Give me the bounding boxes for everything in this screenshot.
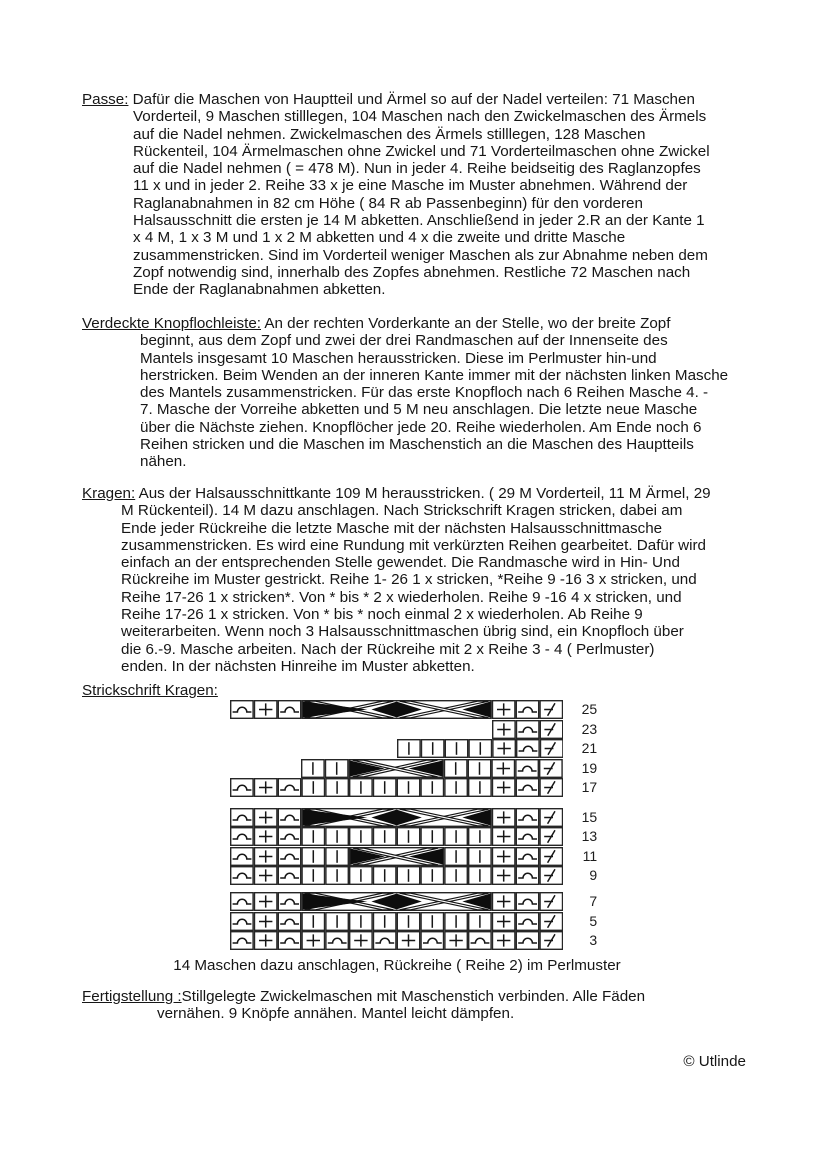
text-line: herstricken. Beim Wenden an der inneren Kante immer mit der nächsten linken Masche bbox=[140, 366, 729, 384]
chart-caption: 14 Maschen dazu anschlagen, Rückreihe ( Reihe 2) im Perlmuster bbox=[173, 957, 621, 974]
chart-row-cells bbox=[230, 700, 563, 719]
text-line: des Mantels zusammenstricken. Für das erste Knopfloch nach 6 Reihen Masche 4. - bbox=[140, 384, 709, 402]
row-number: 19 bbox=[581, 759, 598, 776]
chart-row-cells bbox=[397, 739, 564, 758]
row-number: 3 bbox=[589, 932, 598, 948]
chart-row-13 bbox=[230, 827, 597, 846]
chart-row-19 bbox=[230, 759, 597, 778]
text-line: die 6.-9. Masche arbeiten. Nach der Rückreihe mit 2 x Reihe 3 - 4 ( Perlmuster) bbox=[121, 640, 655, 658]
chart-row-cells bbox=[230, 827, 563, 846]
chart-row-cells bbox=[230, 912, 563, 931]
copyright-note: © Utlinde bbox=[683, 1053, 746, 1070]
chart-row-cells bbox=[230, 892, 563, 911]
text-line: Rückenteil, 104 Ärmelmaschen ohne Zwickel und 71 Vorderteilmaschen ohne Zwickel bbox=[133, 142, 710, 160]
text-line: über die Nächste ziehen. Knopflöcher jede 20. Reihe wiederholen. Am Ende noch 6 bbox=[140, 418, 702, 436]
row-number: 13 bbox=[581, 828, 598, 844]
chart-row-5 bbox=[230, 912, 597, 931]
paragraph-fertigstellung-label: Fertigstellung : bbox=[82, 988, 182, 1005]
paragraph-passe bbox=[82, 91, 710, 299]
chart-row-23 bbox=[230, 720, 597, 739]
paragraph-kragen-label: Kragen: bbox=[82, 485, 136, 502]
text-line: einfach an der entsprechenden Stelle gewendet. Die Randmasche wird in Hin- Und bbox=[121, 554, 680, 572]
row-number: 25 bbox=[581, 701, 598, 717]
text-line: Vorderteil, 9 Maschen stilllegen, 104 Maschen nach den Zwickelmaschen des Ärmels bbox=[133, 108, 707, 126]
text-line: Rückreihe im Muster gestrickt. Reihe 1- 26 1 x stricken, *Reihe 9 -16 3 x stricken, und bbox=[121, 571, 697, 589]
chart-row-11 bbox=[230, 847, 597, 866]
chart-row-cells bbox=[230, 931, 563, 950]
text-line: Ende der Raglanabnahmen abketten. bbox=[133, 281, 386, 299]
chart-row-17 bbox=[230, 778, 597, 797]
text-line: Zopf notwendig sind, innerhalb des Zopfes abnehmen. Restliche 72 Maschen nach bbox=[133, 263, 691, 281]
text-line: 11 x und in jeder 2. Reihe 33 x je eine Masche im Muster abnehmen. Während der bbox=[133, 177, 688, 195]
chart-row-cells bbox=[301, 759, 563, 778]
row-number: 15 bbox=[581, 808, 598, 825]
row-number: 21 bbox=[581, 740, 598, 756]
chart-row-offset bbox=[230, 759, 301, 778]
text-line: Verdeckte Knopflochleiste: An der rechten Vorderkante an der Stelle, wo der breite Zopf bbox=[82, 315, 671, 332]
text-line: zusammenstricken. Es wird eine Rundung mit verkürzten Reihen gearbeitet. Dafür wird bbox=[121, 536, 706, 554]
chart-row-25 bbox=[230, 700, 597, 719]
row-number: 7 bbox=[589, 893, 598, 909]
text-line: auf die Nadel nehmen. Zwickelmaschen des Ärmels stilllegen, 128 Maschen bbox=[133, 125, 646, 143]
chart-row-21 bbox=[230, 739, 597, 758]
chart-row-15 bbox=[230, 808, 597, 827]
text-line: nähen. bbox=[140, 453, 187, 471]
text-line: M Rückenteil). 14 M dazu anschlagen. Nach Strickschrift Kragen stricken, dabei am bbox=[121, 502, 683, 520]
text-line: x 4 M, 1 x 3 M und 1 x 2 M abketten und 4 x die zweite und dritte Masche bbox=[133, 229, 626, 247]
chart-row-3 bbox=[230, 931, 597, 950]
text-line: beginnt, aus dem Zopf und zwei der drei Randmaschen auf der Innenseite des bbox=[140, 332, 668, 350]
chart-row-cells bbox=[230, 778, 563, 797]
text-line: Halsausschnitt die ersten je 14 M abketten. Anschließend in jeder 2.R an der Kante 1 bbox=[133, 212, 705, 230]
chart-row-offset bbox=[230, 720, 492, 739]
chart-row-cells bbox=[230, 866, 563, 885]
text-line: auf die Nadel nehmen ( = 478 M). Nun in jeder 4. Reihe beidseitig des Raglanzopfes bbox=[133, 160, 701, 178]
chart-row-9 bbox=[230, 866, 597, 885]
row-number: 23 bbox=[581, 720, 598, 737]
text-line: Reihe 17-26 1 x stricken*. Von * bis * 2 x wiederholen. Reihe 9 -16 4 x stricken, und bbox=[121, 588, 682, 606]
text-line: weiterarbeiten. Wenn noch 3 Halsausschnittmaschen übrig sind, ein Knopfloch über bbox=[121, 623, 684, 641]
paragraph-fertigstellung bbox=[82, 988, 645, 1023]
text-line: Reihen stricken und die Maschen im Maschenstich an die Maschen des Hauptteils bbox=[140, 436, 694, 454]
knitting-chart bbox=[230, 700, 597, 951]
pattern-document-page bbox=[82, 91, 750, 1151]
chart-row-cells bbox=[492, 720, 563, 739]
row-number: 17 bbox=[581, 779, 598, 795]
text-line: Raglanabnahmen in 82 cm Höhe ( 84 R ab Passenbeginn) für den vorderen bbox=[133, 194, 643, 212]
text-line: zusammenstricken. Sind im Vorderteil weniger Maschen als zur Abnahme neben dem bbox=[133, 246, 708, 264]
chart-row-offset bbox=[230, 739, 397, 758]
text-line: Passe: Dafür die Maschen von Hauptteil und Ärmel so auf der Nadel verteilen: 71 Maschen bbox=[82, 91, 695, 108]
paragraph-passe-label: Passe: bbox=[82, 91, 129, 108]
row-number: 11 bbox=[582, 847, 598, 864]
text-line: enden. In der nächsten Hinreihe im Muster abketten. bbox=[121, 657, 475, 675]
text-line: Ende jeder Rückreihe die letzte Masche mit der nächsten Halsausschnittmasche bbox=[121, 519, 663, 537]
paragraph-kragen bbox=[82, 485, 711, 675]
text-line: Reihe 17-26 1 x stricken. Von * bis * noch einmal 2 x wiederholen. Ab Reihe 9 bbox=[121, 606, 643, 624]
chart-row-cells bbox=[230, 808, 563, 827]
row-number: 9 bbox=[589, 867, 598, 883]
chart-block bbox=[230, 808, 597, 886]
chart-heading-label: Strickschrift Kragen: bbox=[82, 682, 218, 699]
chart-heading bbox=[82, 682, 218, 699]
text-line: Fertigstellung :Stillgelegte Zwickelmaschen mit Maschenstich verbinden. Alle Fäden bbox=[82, 988, 646, 1005]
chart-row-cells bbox=[230, 847, 563, 866]
text-line: vernähen. 9 Knöpfe annähen. Mantel leicht dämpfen. bbox=[157, 1005, 515, 1023]
paragraph-knopflochleiste bbox=[82, 315, 728, 471]
row-number: 5 bbox=[589, 912, 598, 929]
chart-block bbox=[230, 700, 597, 797]
paragraph-knopflochleiste-label: Verdeckte Knopflochleiste: bbox=[82, 315, 261, 332]
chart-block bbox=[230, 892, 597, 950]
text-line: 7. Masche der Vorreihe abketten und 5 M neu anschlagen. Die letzte neue Masche bbox=[140, 401, 698, 419]
text-line: Mantels insgesamt 10 Maschen herausstricken. Diese im Perlmuster hin-und bbox=[140, 349, 657, 367]
chart-row-7 bbox=[230, 892, 597, 911]
text-line: Kragen: Aus der Halsausschnittkante 109 M herausstricken. ( 29 M Vorderteil, 11 M Ärmel, 29 bbox=[82, 485, 711, 502]
